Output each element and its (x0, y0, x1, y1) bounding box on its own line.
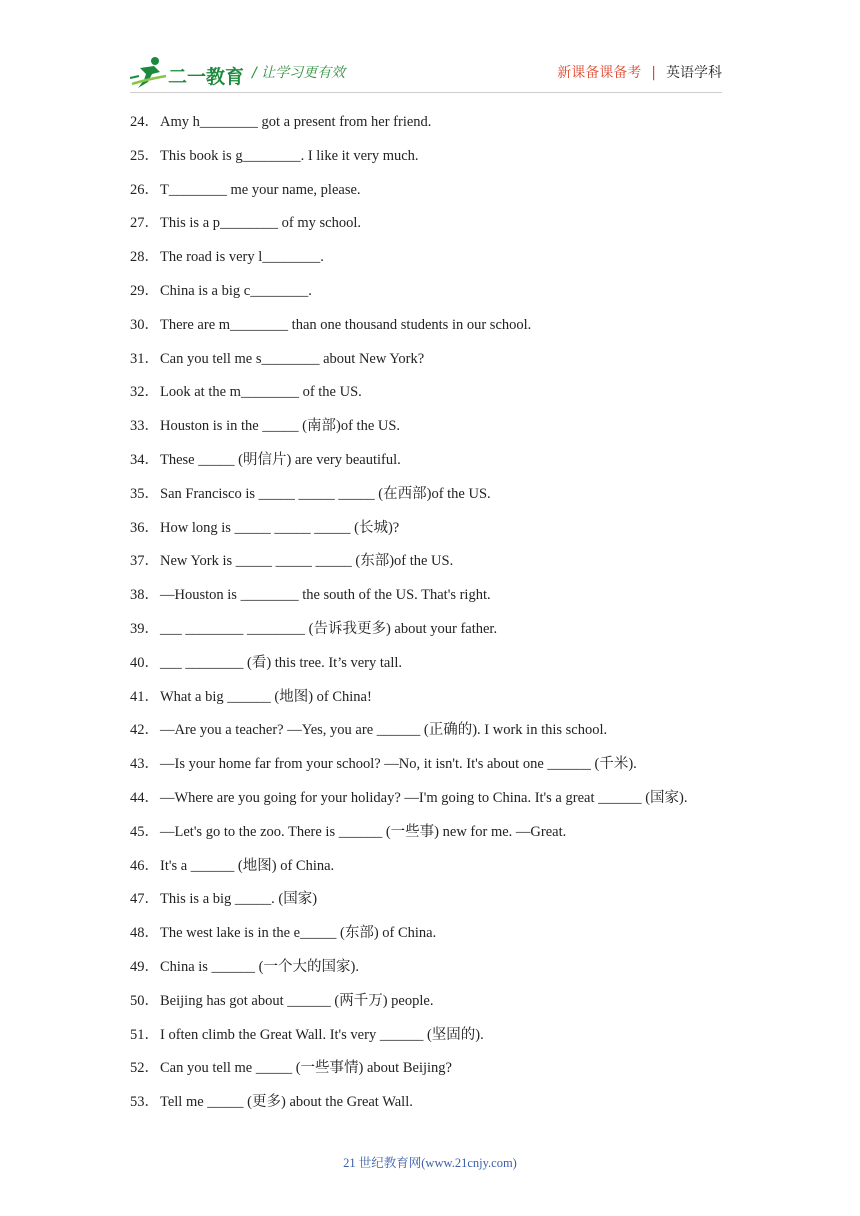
question-text: Can you tell me _____ (一些事情) about Beijing? (160, 1060, 452, 1077)
question-item (130, 549, 750, 583)
question-item (130, 211, 750, 245)
question-text: —Houston is ________ the south of the US. That's right. (160, 587, 491, 604)
question-item (130, 820, 750, 854)
question-item (130, 414, 750, 448)
question-number: 39． (130, 620, 159, 637)
question-text: This book is g________. I like it very much. (160, 147, 419, 164)
question-number: 28． (130, 249, 159, 266)
course-tag: 新课备课备考 (557, 65, 642, 81)
question-number: 32． (130, 384, 159, 401)
question-item (130, 921, 750, 955)
question-number: 47． (130, 891, 159, 908)
question-text: These _____ (明信片) are very beautiful. (160, 451, 401, 468)
question-item (130, 1090, 750, 1124)
question-item (130, 1056, 750, 1090)
question-number: 36． (130, 519, 159, 536)
question-text: New York is _____ _____ _____ (东部)of the US. (160, 553, 454, 570)
question-list (130, 110, 750, 1124)
question-text: ___ ________ ________ (告诉我更多) about your father. (160, 620, 498, 637)
question-item (130, 651, 750, 685)
question-item (130, 347, 750, 381)
question-number: 41． (130, 688, 159, 705)
page-header (0, 0, 860, 100)
question-text: Look at the m________ of the US. (160, 384, 362, 401)
question-item (130, 279, 750, 313)
question-number: 37． (130, 553, 159, 570)
subject-label (557, 62, 722, 82)
runner-logo-icon (130, 54, 170, 90)
question-item (130, 887, 750, 921)
question-number: 50． (130, 992, 159, 1009)
question-text: ___ ________ (看) this tree. It’s very tall. (160, 654, 403, 671)
question-number: 30． (130, 316, 159, 333)
question-item (130, 854, 750, 888)
question-text: The road is very l________. (160, 249, 324, 266)
question-number: 43． (130, 756, 159, 773)
header-separator: | (651, 65, 656, 81)
question-item (130, 380, 750, 414)
header-divider (130, 92, 722, 93)
question-item (130, 313, 750, 347)
question-number: 27． (130, 215, 159, 232)
question-text: Can you tell me s________ about New York? (160, 350, 425, 367)
question-number: 24． (130, 114, 159, 130)
question-text: It's a ______ (地图) of China. (160, 857, 335, 874)
question-number: 53． (130, 1094, 159, 1111)
question-text: The west lake is in the e_____ (东部) of China. (160, 925, 437, 942)
question-text: How long is _____ _____ _____ (长城)? (160, 519, 400, 536)
question-number: 34． (130, 451, 159, 468)
question-number: 42． (130, 722, 159, 739)
question-text: This is a p________ of my school. (160, 215, 361, 232)
question-number: 25． (130, 147, 159, 164)
question-number: 29． (130, 282, 159, 299)
question-number: 49． (130, 958, 159, 975)
question-text: China is a big c________. (160, 282, 312, 299)
question-number: 33． (130, 418, 159, 435)
question-text: There are m________ than one thousand students in our school. (160, 316, 532, 333)
question-text: Beijing has got about ______ (两千万) people. (160, 992, 434, 1009)
question-text: Tell me _____ (更多) about the Great Wall. (160, 1094, 413, 1111)
question-item (130, 583, 750, 617)
slogan: / 让学习更有效 (252, 65, 346, 81)
question-item (130, 110, 750, 144)
question-item (130, 1023, 750, 1057)
question-number: 46． (130, 857, 159, 874)
question-number: 48． (130, 925, 159, 942)
question-number: 44． (130, 789, 159, 806)
question-item (130, 617, 750, 651)
question-number: 45． (130, 823, 159, 840)
logo-text: 二一教育 (168, 66, 245, 88)
logo (130, 54, 250, 94)
question-number: 40． (130, 654, 159, 671)
question-text: Amy h________ got a present from her friend. (160, 114, 432, 130)
question-text: T________ me your name, please. (160, 181, 361, 198)
question-text: Houston is in the _____ (南部)of the US. (160, 418, 401, 435)
question-text: —Are you a teacher? —Yes, you are ______ (正确的). I work in this school. (160, 722, 608, 739)
question-text: China is ______ (一个大的国家). (160, 958, 359, 975)
question-number: 38． (130, 587, 159, 604)
question-item (130, 685, 750, 719)
subject-name: 英语学科 (666, 65, 722, 81)
question-item (130, 144, 750, 178)
question-text: What a big ______ (地图) of China! (160, 688, 372, 705)
question-item (130, 955, 750, 989)
question-item (130, 448, 750, 482)
question-text: —Let's go to the zoo. There is ______ (一些事) new for me. —Great. (160, 823, 567, 840)
question-number: 31． (130, 350, 159, 367)
question-text: —Where are you going for your holiday? —I'm going to China. It's a great ______ (国家). (160, 789, 688, 806)
question-item (130, 786, 750, 820)
question-item (130, 516, 750, 550)
question-item (130, 482, 750, 516)
question-text: I often climb the Great Wall. It's very ______ (坚固的). (160, 1026, 484, 1043)
question-number: 35． (130, 485, 159, 502)
question-item (130, 245, 750, 279)
question-item (130, 178, 750, 212)
page-footer: 21 世纪教育网(www.21cnjy.com) (343, 1156, 517, 1170)
question-number: 52． (130, 1060, 159, 1077)
question-text: —Is your home far from your school? —No, it isn't. It's about one ______ (千米). (160, 756, 637, 773)
question-text: San Francisco is _____ _____ _____ (在西部)of the US. (160, 485, 491, 502)
question-item (130, 718, 750, 752)
question-item (130, 989, 750, 1023)
question-number: 51． (130, 1026, 159, 1043)
question-item (130, 752, 750, 786)
question-number: 26． (130, 181, 159, 198)
question-text: This is a big _____. (国家) (160, 891, 318, 908)
